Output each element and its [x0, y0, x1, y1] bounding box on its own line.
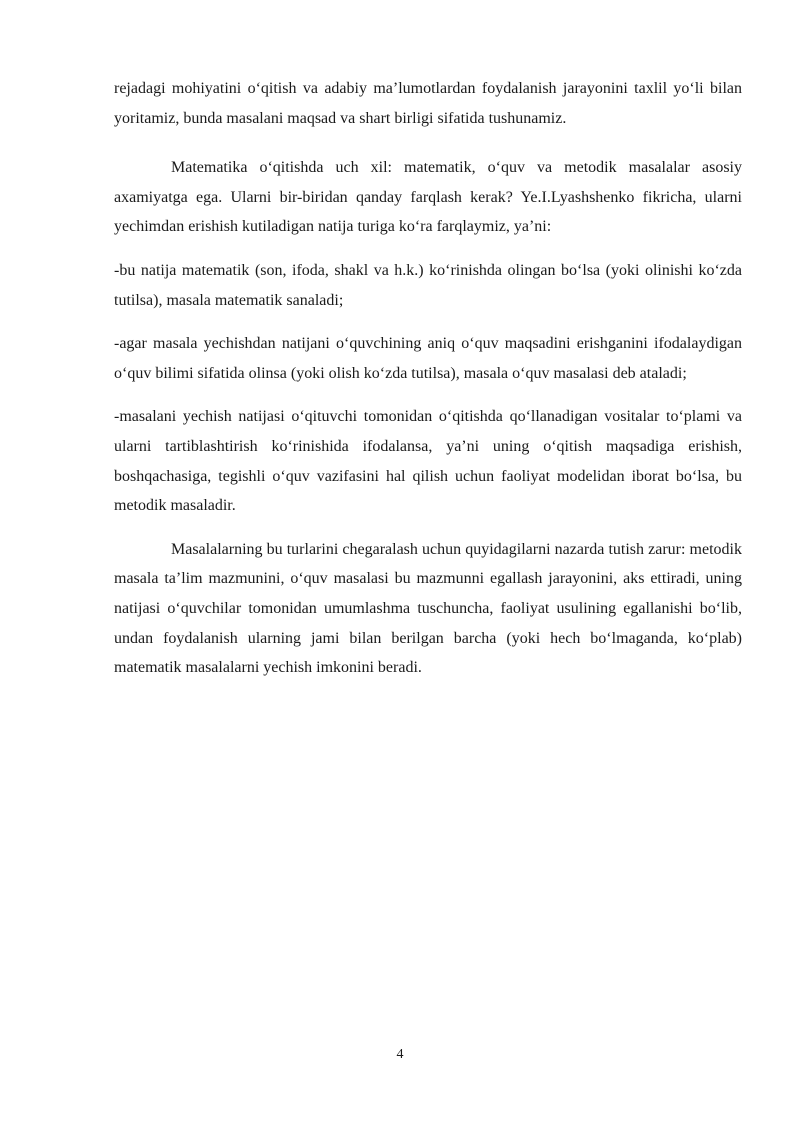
paragraph-5: -masalani yechish natijasi o‘qituvchi tomonidan o‘qitishda qo‘llanadigan vositalar to‘plami va ularni tartiblashtirish ko‘rinishida ifodalansa, ya’ni uning o‘qitish maqsadiga erishish, boshqachasiga, tegishli o‘quv vazifasini hal qilish uchun faoliyat modelidan iborat bo‘lsa, bu metodik masaladir.: [114, 408, 742, 515]
document-body: [114, 74, 742, 683]
paragraph-6: Masalalarning bu turlarini chegaralash uchun quyidagilarni nazarda tutish zarur: metodik masala ta’lim mazmunini, o‘quv masalasi bu mazmunni egallash jarayonini, aks ettiradi, uning natijasi o‘quvchilar tomonidan umumlashma tuschuncha, faoliyat usulining egallanishi bo‘lib, undan foydalanish ularning jami bilan berilgan barcha (yoki hech bo‘lmaganda, ko‘plab) matematik masalalarni yechish imkonini beradi.: [114, 540, 742, 677]
paragraph-4: -agar masala yechishdan natijani o‘quvchining aniq o‘quv maqsadini erishganini ifodalaydigan o‘quv bilimi sifatida olinsa (yoki olish ko‘zda tutilsa), masala o‘quv masalasi deb ataladi;: [114, 335, 742, 382]
paragraph-3: -bu natija matematik (son, ifoda, shakl va h.k.) ko‘rinishda olingan bo‘lsa (yoki olinishi ko‘zda tutilsa), masala matematik sanaladi;: [114, 261, 742, 309]
paragraph-1: rejadagi mohiyatini o‘qitish va adabiy ma’lumotlardan foydalanish jarayonini taxlil yo‘li bilan yoritamiz, bunda masalani maqsad va shart birligi sifatida tushunamiz.: [114, 80, 742, 127]
paragraph-2: Matematika o‘qitishda uch xil: matematik, o‘quv va metodik masalalar asosiy axamiyatga ega. Ularni bir-biridan qanday farqlash kerak? Ye.I.Lyashshenko fikricha, ularni yechimdan erishish kutiladigan natija turiga ko‘ra farqlaymiz, ya’ni:: [114, 159, 742, 236]
page-number: 4: [396, 1047, 404, 1062]
